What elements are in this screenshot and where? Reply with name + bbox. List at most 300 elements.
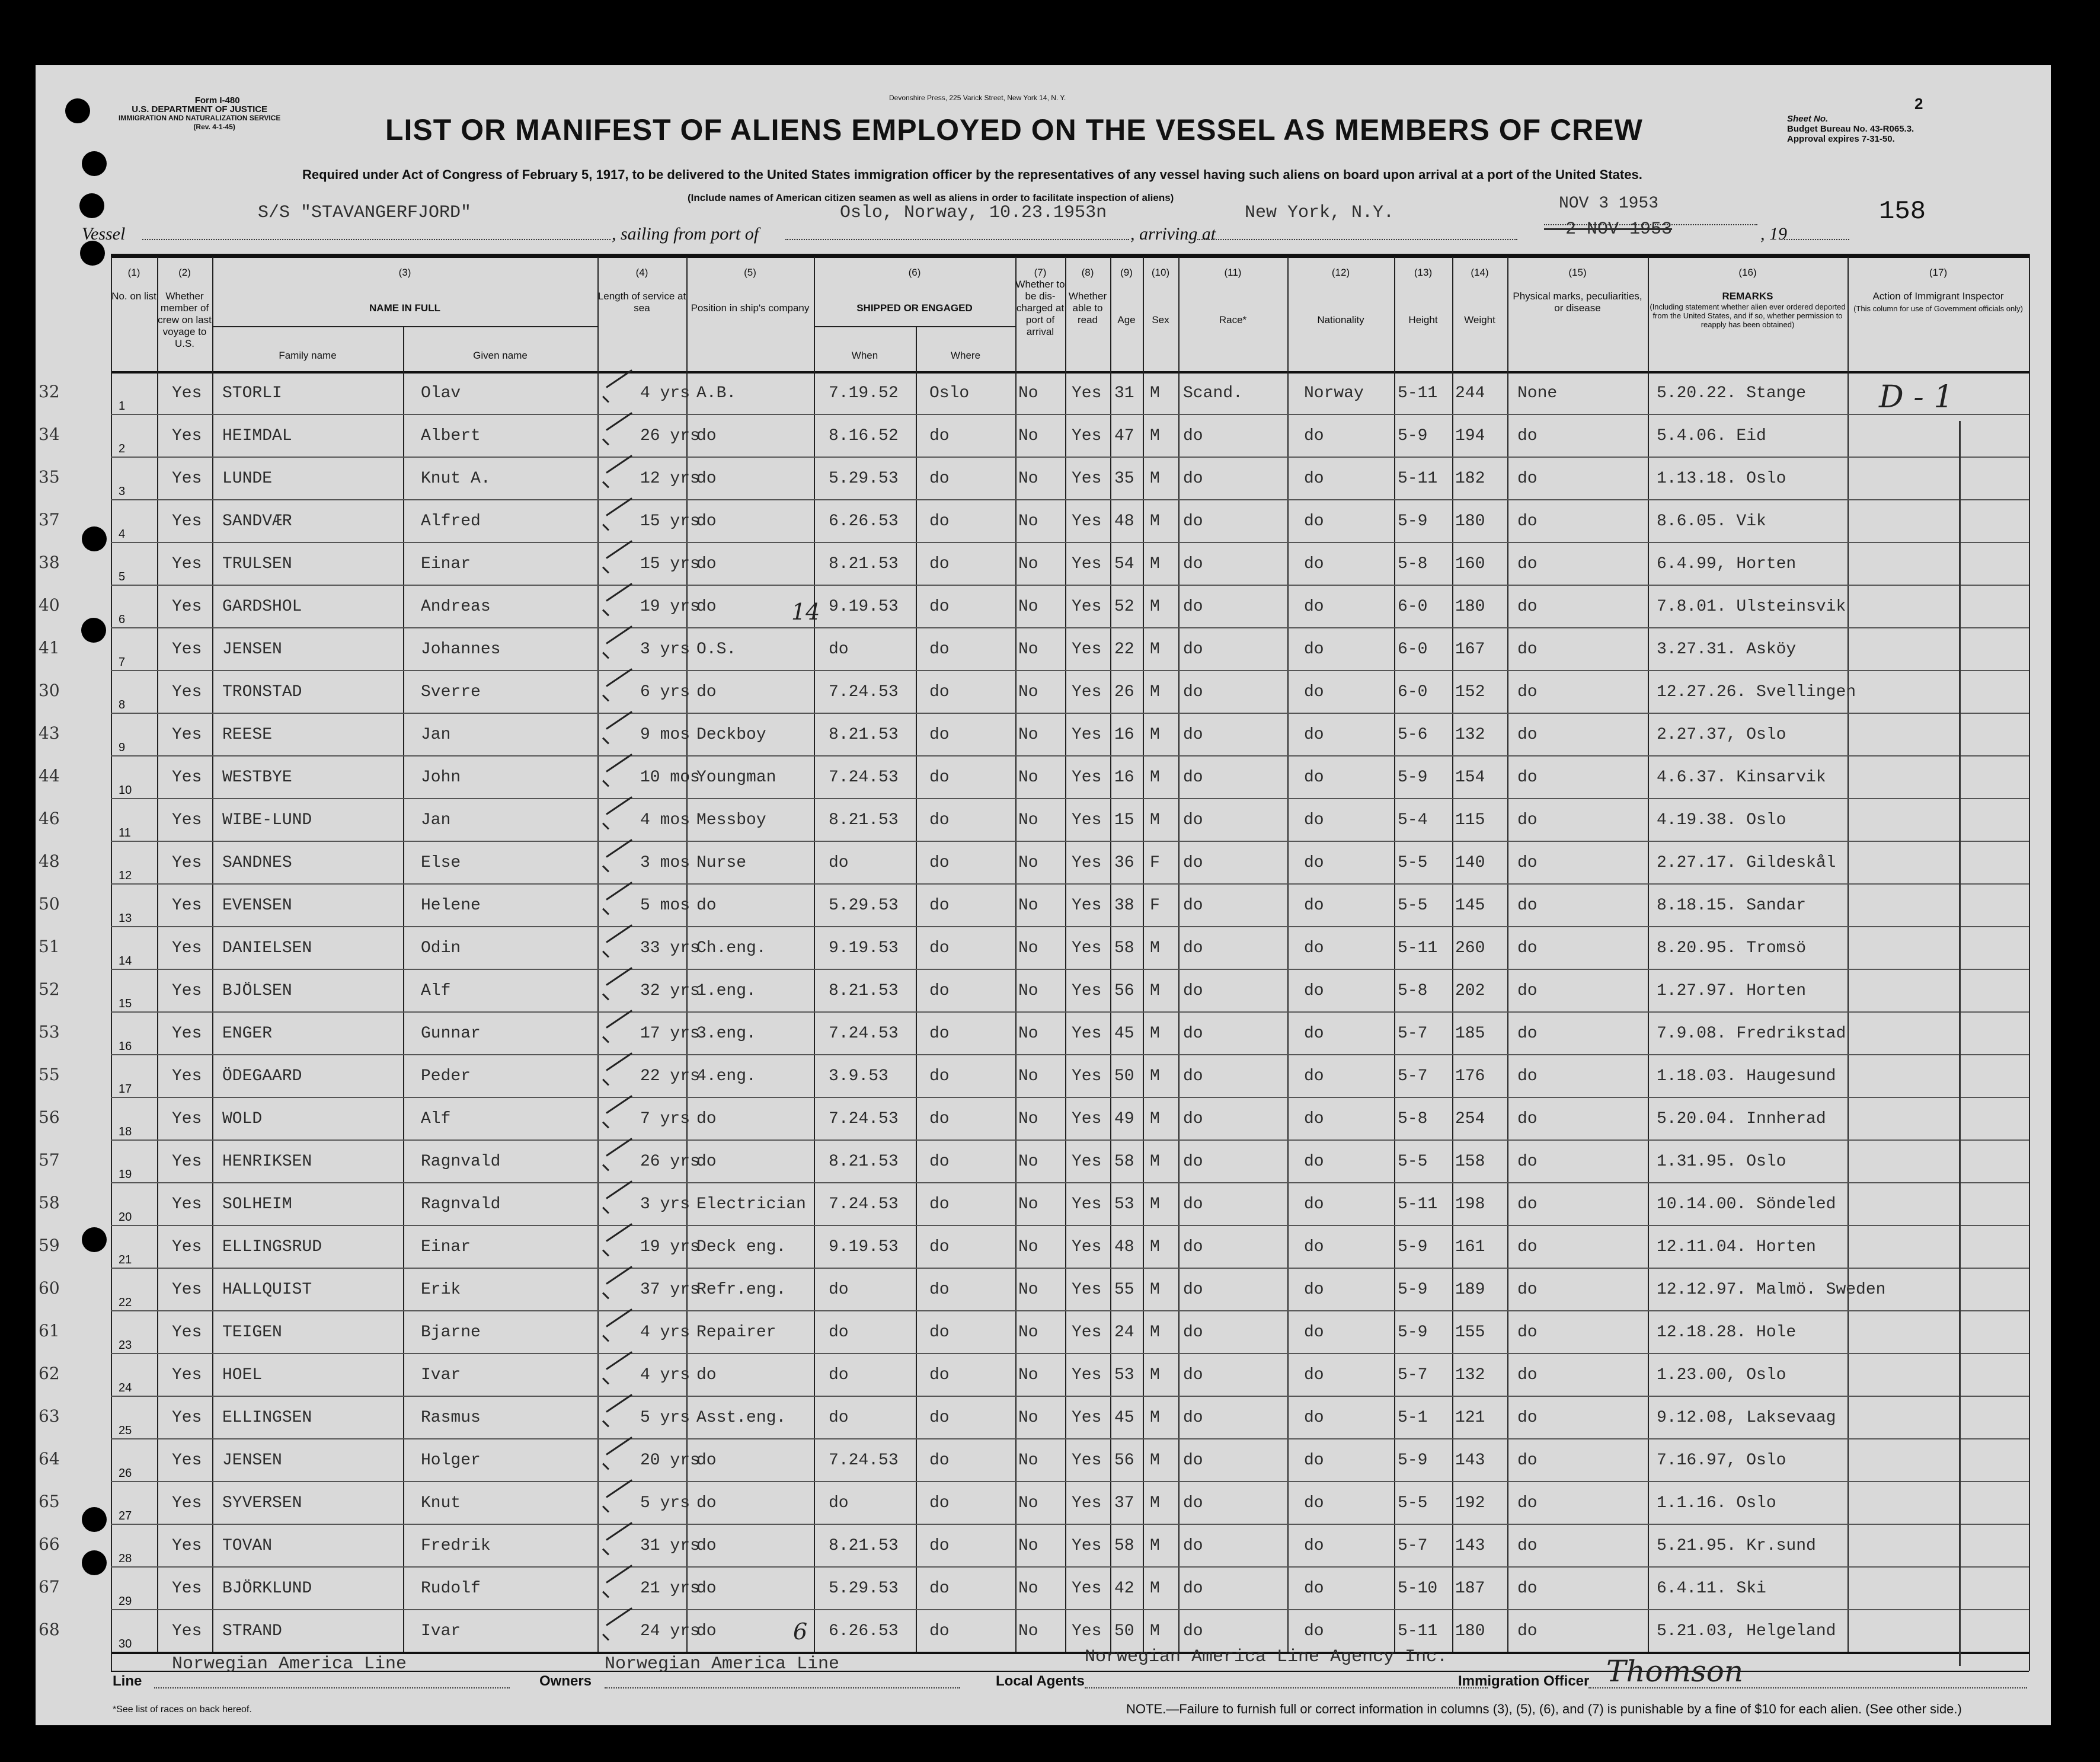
given-name-cell: John [421,768,461,787]
page-stamp-number: 158 [1879,197,1926,226]
race-cell: Scand. [1183,384,1243,403]
given-name-cell: Albert [421,427,481,445]
sex-cell: M [1150,384,1160,403]
arrival-port: New York, N.Y. [1245,203,1395,223]
discharged-cell: No [1018,1451,1038,1470]
list-number-handwritten: 65 [39,1492,60,1511]
shipped-where-cell: do [929,726,950,744]
remarks-cell: 3.27.31. Asköy [1657,640,1797,659]
list-number-handwritten: 68 [39,1620,60,1639]
weight-cell: 244 [1455,384,1485,403]
position-cell: do [696,1537,717,1555]
shipped-when-cell: 7.24.53 [829,1110,899,1128]
sex-cell: M [1150,768,1160,787]
weight-cell: 143 [1455,1451,1485,1470]
physical-marks-cell: do [1517,1067,1538,1086]
race-cell: do [1183,939,1203,957]
shipped-when-cell: 9.19.53 [829,598,899,616]
able-to-read-cell: Yes [1072,1579,1102,1598]
shipped-when-cell: 7.24.53 [829,1451,899,1470]
nationality-cell: do [1304,896,1324,915]
nationality-cell: do [1304,470,1324,488]
row-number: 29 [119,1595,132,1608]
nationality-cell: do [1304,939,1324,957]
physical-marks-cell: do [1517,854,1538,872]
height-cell: 6-0 [1398,683,1428,701]
printer-line: Devonshire Press, 225 Varick Street, New York 14, N. Y. [889,94,1066,102]
race-cell: do [1183,1366,1203,1384]
race-cell: do [1183,598,1203,616]
shipped-where-cell: do [929,1579,950,1598]
weight-cell: 115 [1455,811,1485,829]
position-cell: do [696,1366,717,1384]
row-number: 16 [119,1040,132,1053]
service-length-cell: 4 yrs [640,1366,691,1384]
row-number: 24 [119,1381,132,1394]
shipped-when-cell: do [829,854,849,872]
weight-cell: 132 [1455,1366,1485,1384]
family-name-cell: REESE [222,726,273,744]
weight-cell: 180 [1455,512,1485,531]
race-cell: do [1183,1579,1203,1598]
crew-member-cell: Yes [172,1451,202,1470]
weight-cell: 161 [1455,1238,1485,1256]
height-cell: 5-8 [1398,555,1428,573]
sex-cell: M [1150,1153,1160,1171]
shipped-where-cell: do [929,1366,950,1384]
shipped-when-cell: 8.21.53 [829,982,899,1000]
height-cell: 5-5 [1398,1494,1428,1512]
service-length-cell: 24 yrs [640,1622,700,1640]
row-number: 26 [119,1467,132,1480]
service-length-cell: 4 yrs [640,1323,691,1342]
row-number: 20 [119,1211,132,1224]
shipped-when-cell: 7.24.53 [829,683,899,701]
position-cell: do [696,555,717,573]
shipped-where-cell: do [929,1622,950,1640]
age-cell: 35 [1114,470,1134,488]
weight-cell: 189 [1455,1281,1485,1299]
shipped-where-cell: Oslo [929,384,970,403]
given-name-cell: Knut A. [421,470,491,488]
list-number-handwritten: 63 [39,1406,60,1426]
remarks-cell: 8.20.95. Tromsö [1657,939,1807,957]
weight-cell: 160 [1455,555,1485,573]
given-name-cell: Gunnar [421,1024,481,1043]
sex-cell: M [1150,640,1160,659]
age-cell: 48 [1114,512,1134,531]
given-name-cell: Alf [421,1110,451,1128]
shipped-where-cell: do [929,1153,950,1171]
family-name-cell: STORLI [222,384,282,403]
physical-marks-cell: do [1517,1281,1538,1299]
remarks-cell: 1.13.18. Oslo [1657,470,1786,488]
position-cell: Asst.eng. [696,1409,787,1427]
nationality-cell: do [1304,1409,1324,1427]
shipped-where-cell: do [929,768,950,787]
family-name-cell: WESTBYE [222,768,292,787]
discharged-cell: No [1018,896,1038,915]
row-number: 12 [119,869,132,882]
family-name-cell: WOLD [222,1110,263,1128]
race-cell: do [1183,1622,1203,1640]
discharged-cell: No [1018,1110,1038,1128]
crew-member-cell: Yes [172,726,202,744]
able-to-read-cell: Yes [1072,598,1102,616]
physical-marks-cell: do [1517,896,1538,915]
height-cell: 5-11 [1398,384,1438,403]
family-name-cell: GARDSHOL [222,598,302,616]
sex-cell: M [1150,683,1160,701]
list-number-handwritten: 61 [39,1321,60,1340]
sex-cell: M [1150,1024,1160,1043]
race-cell: do [1183,1281,1203,1299]
discharged-cell: No [1018,512,1038,531]
position-cell: Nurse [696,854,747,872]
discharged-cell: No [1018,982,1038,1000]
line-label: Line [113,1673,142,1689]
able-to-read-cell: Yes [1072,896,1102,915]
age-cell: 58 [1114,1537,1134,1555]
nationality-cell: do [1304,1281,1324,1299]
discharged-cell: No [1018,555,1038,573]
discharged-cell: No [1018,683,1038,701]
list-number-handwritten: 32 [39,382,60,401]
list-number-handwritten: 30 [39,681,60,700]
position-cell: 4.eng. [696,1067,756,1086]
shipped-where-cell: do [929,470,950,488]
remarks-cell: 7.16.97, Oslo [1657,1451,1786,1470]
discharged-cell: No [1018,427,1038,445]
race-cell: do [1183,1110,1203,1128]
nationality-cell: do [1304,640,1324,659]
discharged-cell: No [1018,640,1038,659]
age-cell: 50 [1114,1067,1134,1086]
list-number-handwritten: 40 [39,595,60,615]
height-cell: 5-11 [1398,1195,1438,1214]
remarks-cell: 1.31.95. Oslo [1657,1153,1786,1171]
position-cell: do [696,512,717,531]
family-name-cell: ÖDEGAARD [222,1067,302,1086]
age-cell: 58 [1114,1153,1134,1171]
row-number: 13 [119,912,132,925]
crew-member-cell: Yes [172,768,202,787]
shipped-when-cell: 7.19.52 [829,384,899,403]
sex-cell: M [1150,982,1160,1000]
service-length-cell: 6 yrs [640,683,691,701]
crew-member-cell: Yes [172,1238,202,1256]
row-number: 30 [119,1637,132,1651]
remarks-cell: 12.11.04. Horten [1657,1238,1816,1256]
remarks-cell: 12.18.28. Hole [1657,1323,1797,1342]
col-shipped-header: (6) SHIPPED OR ENGAGED [856,267,973,314]
nationality-cell: do [1304,1366,1324,1384]
able-to-read-cell: Yes [1072,1024,1102,1043]
shipped-where-cell: do [929,640,950,659]
height-cell: 5-4 [1398,811,1428,829]
physical-marks-cell: do [1517,640,1538,659]
race-cell: do [1183,854,1203,872]
shipped-where-cell: do [929,683,950,701]
position-cell: Refr.eng. [696,1281,787,1299]
row-number: 22 [119,1296,132,1309]
remarks-cell: 12.12.97. Malmö. Sweden [1657,1281,1886,1299]
discharged-cell: No [1018,1537,1038,1555]
shipped-when-cell: 9.19.53 [829,939,899,957]
crew-member-cell: Yes [172,1494,202,1512]
discharged-cell: No [1018,1494,1038,1512]
list-number-handwritten: 37 [39,510,60,529]
race-cell: do [1183,768,1203,787]
nationality-cell: Norway [1304,384,1364,403]
age-cell: 55 [1114,1281,1134,1299]
crew-member-cell: Yes [172,939,202,957]
service-length-cell: 4 yrs [640,384,691,403]
race-cell: do [1183,1153,1203,1171]
sex-cell: M [1150,555,1160,573]
remarks-cell: 1.23.00, Oslo [1657,1366,1786,1384]
service-length-cell: 12 yrs [640,470,700,488]
age-cell: 53 [1114,1366,1134,1384]
family-name-cell: TEIGEN [222,1323,282,1342]
family-name-cell: ELLINGSEN [222,1409,312,1427]
family-name-cell: JENSEN [222,1451,282,1470]
list-number-handwritten: 55 [39,1065,60,1084]
shipped-where-cell: do [929,811,950,829]
shipped-when-cell: 7.24.53 [829,1195,899,1214]
sex-cell: M [1150,598,1160,616]
list-number-handwritten: 64 [39,1449,60,1469]
weight-cell: 198 [1455,1195,1485,1214]
family-name-cell: WIBE-LUND [222,811,312,829]
col-discharged-header: (7) Whether to be dis-charged at port of arrival [1015,267,1065,337]
remarks-cell: 1.27.97. Horten [1657,982,1807,1000]
crew-member-cell: Yes [172,1110,202,1128]
col-position-header: (5) Position in ship's company [691,267,810,314]
physical-marks-cell: do [1517,1323,1538,1342]
nationality-cell: do [1304,1537,1324,1555]
crew-member-cell: Yes [172,854,202,872]
sex-cell: M [1150,1451,1160,1470]
list-number-handwritten: 38 [39,553,60,572]
list-number-handwritten: 46 [39,809,60,828]
weight-cell: 155 [1455,1323,1485,1342]
arrival-stamp: NOV 3 1953 [1559,194,1659,213]
col-age-header: (9) Age [1117,267,1136,325]
service-length-cell: 3 yrs [640,1195,691,1214]
service-length-cell: 9 mos [640,726,691,744]
budget-info: Sheet No. Budget Bureau No. 43-R065.3. Approval expires 7-31-50. [1787,114,1914,144]
height-cell: 5-8 [1398,1110,1428,1128]
shipped-when-cell: 7.24.53 [829,768,899,787]
height-cell: 5-9 [1398,1451,1428,1470]
row-number: 8 [119,698,126,711]
sex-cell: M [1150,470,1160,488]
age-cell: 56 [1114,1451,1134,1470]
col-given-name-header: Given name [473,350,528,361]
age-cell: 52 [1114,598,1134,616]
family-name-cell: HOEL [222,1366,263,1384]
sex-cell: M [1150,1537,1160,1555]
race-cell: do [1183,427,1203,445]
height-cell: 5-7 [1398,1537,1428,1555]
given-name-cell: Ragnvald [421,1153,501,1171]
sex-cell: M [1150,1281,1160,1299]
include-note: (Include names of American citizen seamen as well as aliens in order to facilitate inspection of aliens) [688,192,1174,203]
row-number: 2 [119,442,126,455]
row-number: 9 [119,741,126,754]
age-cell: 24 [1114,1323,1134,1342]
nationality-cell: do [1304,598,1324,616]
able-to-read-cell: Yes [1072,1451,1102,1470]
list-number-handwritten: 60 [39,1278,60,1298]
race-cell: do [1183,470,1203,488]
row-number: 7 [119,656,126,669]
remarks-cell: 2.27.37, Oslo [1657,726,1786,744]
given-name-cell: Odin [421,939,461,957]
height-cell: 5-9 [1398,768,1428,787]
crew-member-cell: Yes [172,1024,202,1043]
act-statement: Required under Act of Congress of February 5, 1917, to be delivered to the United States immigration officer by the representatives of any vessel having such aliens on board upon arrival at a port of the United States. [302,167,1642,182]
punch-hole [81,618,106,643]
remarks-cell: 7.8.01. Ulsteinsvik [1657,598,1846,616]
weight-cell: 158 [1455,1153,1485,1171]
nationality-cell: do [1304,1451,1324,1470]
list-number-handwritten: 41 [39,638,60,657]
physical-marks-cell: do [1517,982,1538,1000]
service-length-cell: 22 yrs [640,1067,700,1086]
physical-marks-cell: do [1517,811,1538,829]
physical-marks-cell: do [1517,1622,1538,1640]
age-cell: 45 [1114,1409,1134,1427]
physical-marks-cell: do [1517,598,1538,616]
given-name-cell: Knut [421,1494,461,1512]
shipped-when-cell: 8.16.52 [829,427,899,445]
given-name-cell: Einar [421,1238,471,1256]
weight-cell: 185 [1455,1024,1485,1043]
crew-member-cell: Yes [172,1281,202,1299]
race-cell: do [1183,555,1203,573]
age-cell: 16 [1114,768,1134,787]
shipped-where-cell: do [929,982,950,1000]
form-info: Form I-480 U.S. DEPARTMENT OF JUSTICE IMMIGRATION AND NATURALIZATION SERVICE (Rev. 4-1-45) [119,95,281,131]
physical-marks-cell: do [1517,1153,1538,1171]
crew-member-cell: Yes [172,512,202,531]
discharged-cell: No [1018,1238,1038,1256]
inspector-line [1959,421,1961,1666]
shipped-when-cell: 5.29.53 [829,470,899,488]
position-cell: do [696,427,717,445]
height-cell: 5-5 [1398,896,1428,915]
weight-cell: 180 [1455,1622,1485,1640]
able-to-read-cell: Yes [1072,683,1102,701]
remarks-cell: 1.18.03. Haugesund [1657,1067,1836,1086]
family-name-cell: EVENSEN [222,896,292,915]
shipped-when-cell: 8.21.53 [829,555,899,573]
list-number-handwritten: 48 [39,851,60,871]
race-cell: do [1183,896,1203,915]
shipped-where-cell: do [929,512,950,531]
row-number: 27 [119,1509,132,1522]
able-to-read-cell: Yes [1072,1323,1102,1342]
age-cell: 36 [1114,854,1134,872]
height-cell: 6-0 [1398,598,1428,616]
given-name-cell: Rudolf [421,1579,481,1598]
remarks-cell: 9.12.08, Laksevaag [1657,1409,1836,1427]
able-to-read-cell: Yes [1072,1622,1102,1640]
crew-member-cell: Yes [172,982,202,1000]
weight-cell: 167 [1455,640,1485,659]
sex-cell: M [1150,726,1160,744]
height-cell: 5-11 [1398,939,1438,957]
nationality-cell: do [1304,854,1324,872]
given-name-cell: Peder [421,1067,471,1086]
given-name-cell: Rasmus [421,1409,481,1427]
weight-cell: 254 [1455,1110,1485,1128]
remarks-cell: 5.21.95. Kr.sund [1657,1537,1816,1555]
shipped-when-cell: 9.19.53 [829,1238,899,1256]
shipped-where-cell: do [929,555,950,573]
row-number: 23 [119,1339,132,1352]
owners-label: Owners [539,1673,592,1689]
service-length-cell: 3 yrs [640,640,691,659]
height-cell: 5-7 [1398,1024,1428,1043]
list-number-handwritten: 43 [39,723,60,743]
family-name-cell: SYVERSEN [222,1494,302,1512]
officer-signature: Thomson [1606,1654,1744,1688]
able-to-read-cell: Yes [1072,1366,1102,1384]
remarks-cell: 5.20.22. Stange [1657,384,1807,403]
position-cell: Youngman [696,768,776,787]
nationality-cell: do [1304,555,1324,573]
shipped-when-cell: 7.24.53 [829,1024,899,1043]
given-name-cell: Jan [421,726,451,744]
height-cell: 5-9 [1398,1281,1428,1299]
nationality-cell: do [1304,683,1324,701]
agents-value: Norwegian America Line Agency Inc. [1085,1647,1448,1667]
position-cell: Deckboy [696,726,766,744]
position-cell: Electrician [696,1195,806,1214]
service-length-cell: 5 yrs [640,1409,691,1427]
race-cell: do [1183,1195,1203,1214]
sex-cell: M [1150,1110,1160,1128]
remarks-cell: 10.14.00. Söndeled [1657,1195,1836,1214]
age-cell: 53 [1114,1195,1134,1214]
physical-marks-cell: do [1517,1238,1538,1256]
punch-hole [82,151,107,176]
given-name-cell: Jan [421,811,451,829]
nationality-cell: do [1304,768,1324,787]
arriving-label: , arriving at [1130,224,1216,244]
crew-member-cell: Yes [172,1409,202,1427]
remarks-cell: 1.1.16. Oslo [1657,1494,1776,1512]
nationality-cell: do [1304,512,1324,531]
arrival-date-struck: - 2 NOV 1953 [1544,219,1673,240]
manifest-sheet [36,65,2051,1725]
physical-marks-cell: do [1517,427,1538,445]
shipped-where-cell: do [929,854,950,872]
remarks-cell: 4.19.38. Oslo [1657,811,1786,829]
year-prefix: , 19 [1760,224,1787,244]
race-cell: do [1183,1024,1203,1043]
shipped-when-cell: 3.9.53 [829,1067,888,1086]
shipped-when-cell: do [829,1409,849,1427]
discharged-cell: No [1018,1579,1038,1598]
remarks-cell: 5.4.06. Eid [1657,427,1766,445]
agents-label: Local Agents [996,1673,1085,1689]
col-where-header: Where [950,350,981,361]
age-cell: 48 [1114,1238,1134,1256]
